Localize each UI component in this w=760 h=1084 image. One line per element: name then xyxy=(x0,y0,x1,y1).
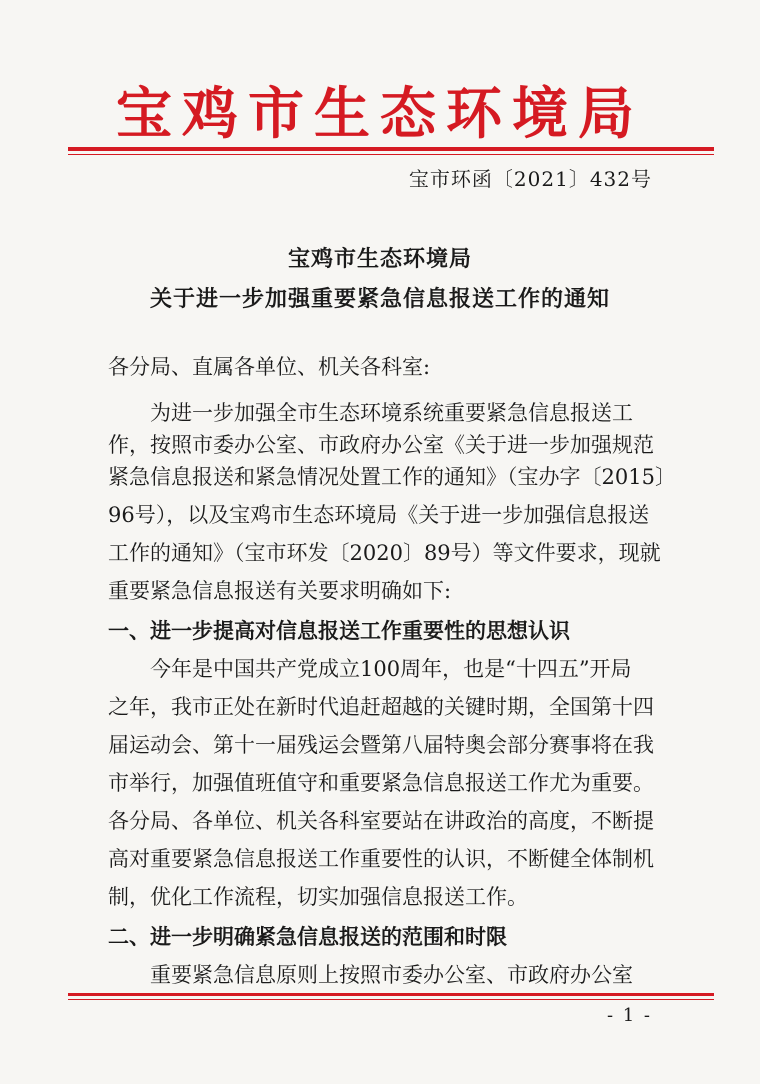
org-title: 宝鸡市生态环境局 xyxy=(116,81,644,147)
section1-line-5: 各分局、各单位、机关各科室要站在讲政治的高度，不断提 xyxy=(108,809,654,833)
intro-line-6: 重要紧急信息报送有关要求明确如下: xyxy=(108,579,452,603)
section1-line-4: 市举行，加强值班值守和重要紧急信息报送工作尤为重要。 xyxy=(108,771,654,795)
document-number: 宝市环函〔2021〕432号 xyxy=(408,167,652,191)
section2-line-1: 重要紧急信息原则上按照市委办公室、市政府办公室 xyxy=(150,963,633,987)
intro-line-3: 紧急信息报送和紧急情况处置工作的通知》（宝办字〔2015〕 xyxy=(108,465,676,489)
intro-line-1: 为进一步加强全市生态环境系统重要紧急信息报送工 xyxy=(150,401,633,425)
page-number: - 1 - xyxy=(606,1005,652,1026)
section2-heading: 二、进一步明确紧急信息报送的范围和时限 xyxy=(108,924,507,949)
section1-line-1: 今年是中国共产党成立100周年，也是“十四五”开局 xyxy=(150,657,632,681)
section1-heading: 一、进一步提高对信息报送工作重要性的思想认识 xyxy=(108,618,570,643)
intro-line-4: 96号），以及宝鸡市生态环境局《关于进一步加强信息报送 xyxy=(108,503,650,527)
header-rule-thick xyxy=(68,147,714,151)
footer-rule-thin xyxy=(68,999,714,1000)
footer-rule-thick xyxy=(68,993,714,996)
doc-title-line1: 宝鸡市生态环境局 xyxy=(287,246,472,272)
section1-line-6: 高对重要紧急信息报送工作重要性的认识，不断健全体制机 xyxy=(108,847,654,871)
section1-line-2: 之年，我市正处在新时代追赶超越的关键时期，全国第十四 xyxy=(108,695,654,719)
section1-line-7: 制，优化工作流程，切实加强信息报送工作。 xyxy=(108,885,528,909)
intro-line-5: 工作的通知》（宝市环发〔2020〕89号）等文件要求，现就 xyxy=(108,541,661,565)
doc-title-line2: 关于进一步加强重要紧急信息报送工作的通知 xyxy=(149,286,610,312)
intro-line-2: 作，按照市委办公室、市政府办公室《关于进一步加强规范 xyxy=(108,433,654,457)
section1-line-3: 届运动会、第十一届残运会暨第八届特奥会部分赛事将在我 xyxy=(108,733,654,757)
salutation: 各分局、直属各单位、机关各科室: xyxy=(108,355,431,379)
header-rule-thin xyxy=(68,154,714,155)
